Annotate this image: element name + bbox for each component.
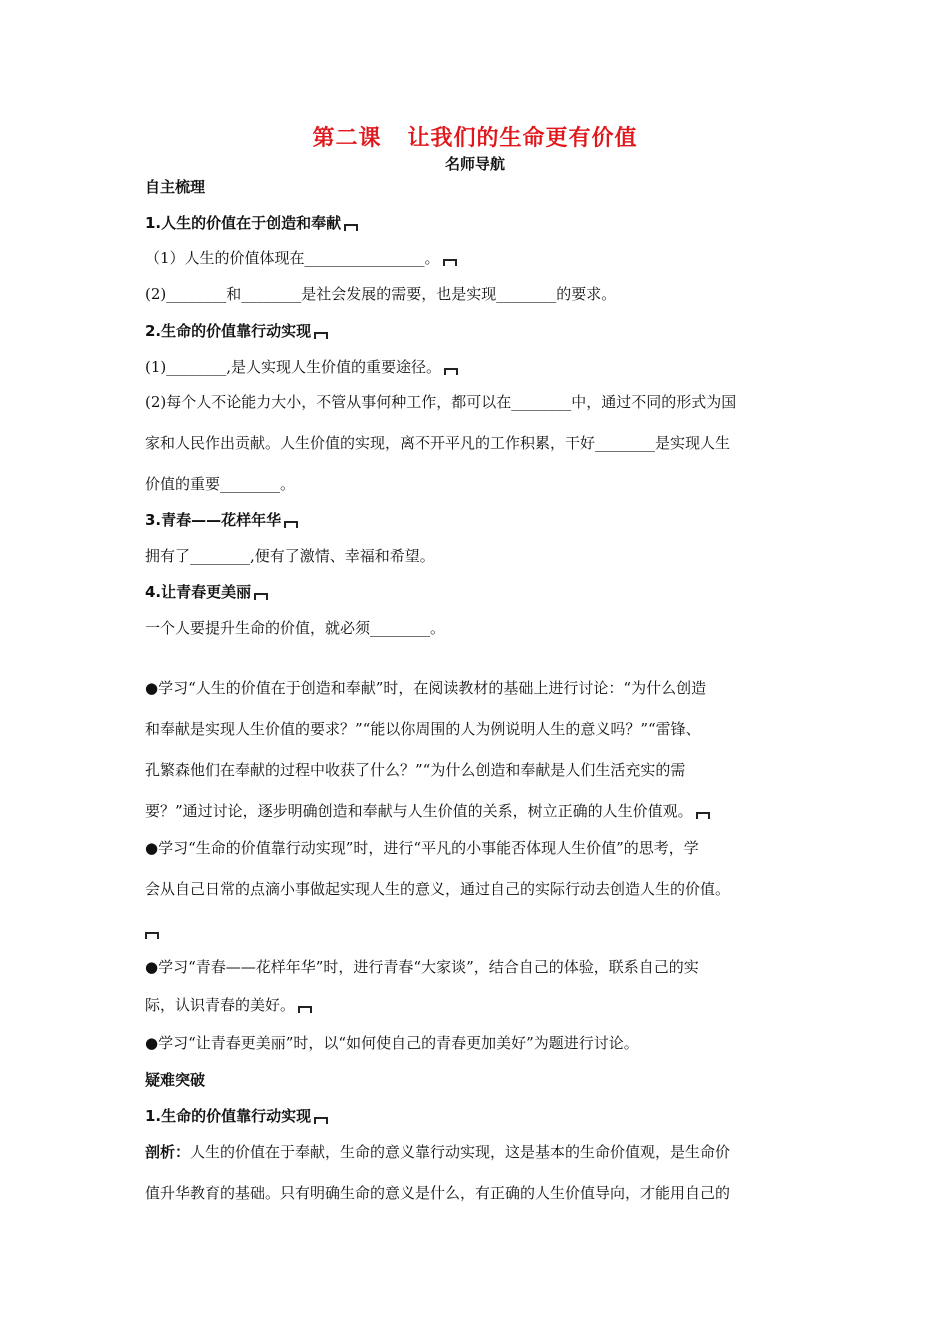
item-line: 拥有了________,便有了激情、幸福和希望。 [145,547,435,565]
item-line: 家和人民作出贡献。人生价值的实现，离不开平凡的工作积累，干好________是实现人生 [145,434,731,452]
item-line: (1)________,是人实现人生价值的重要途径。 [145,356,810,378]
guidance-line: 孔繁森他们在奉献的过程中收获了什么？”“为什么创造和奉献是人们生活充实的需 [145,761,686,779]
item-heading-4: 4.让青春更美丽 [145,581,810,603]
guidance-line: ●学习“人生的价值在于创造和奉献”时，在阅读教材的基础上进行讨论：“为什么创造 [145,679,707,697]
analysis-line: 剖析：人生的价值在于奉献，生命的意义靠行动实现，这是基本的生命价值观，是生命价 [145,1143,731,1161]
page-subtitle: 名师导航 [444,155,505,173]
guidance-line: ●学习“青春——花样年华”时，进行青春“大家谈”，结合自己的体验，联系自己的实 [145,958,699,976]
analysis-line: 值升华教育的基础。只有明确生命的意义是什么，有正确的人生价值导向，才能用自己的 [145,1184,731,1202]
item-line: 价值的重要________。 [145,475,296,493]
return-mark-icon [254,593,268,600]
item-heading-1: 1.人生的价值在于创造和奉献 [145,212,810,234]
guidance-line: ●学习“生命的价值靠行动实现”时，进行“平凡的小事能否体现人生价值”的思考，学 [145,839,699,857]
return-mark-icon [298,1006,312,1013]
return-mark-icon [444,368,458,375]
guidance-line: 和奉献是实现人生价值的要求？”“能以你周围的人为例说明人生的意义吗？”“雷锋、 [145,720,701,738]
guidance-line: 际，认识青春的美好。 [145,994,810,1016]
item-heading-3: 3.青春——花样年华 [145,509,810,531]
item-line: （1）人生的价值体现在________________。 [145,247,810,269]
return-mark-icon [344,224,358,231]
return-mark-icon [314,1117,328,1124]
page-title: 第二课 让我们的生命更有价值 [312,126,638,151]
section-heading-difficulty: 疑难突破 [145,1071,206,1089]
return-mark-icon [284,521,298,528]
item-line: (2)________和________是社会发展的需要，也是实现________的要求。 [145,285,617,303]
return-mark-icon [314,332,328,339]
item-heading-2: 2.生命的价值靠行动实现 [145,320,810,342]
return-mark-icon [443,259,457,266]
guidance-line: ●学习“让青春更美丽”时，以“如何使自己的青春更加美好”为题进行讨论。 [145,1034,639,1052]
item-line: 一个人要提升生命的价值，就必须________。 [145,619,446,637]
breakthrough-heading: 1.生命的价值靠行动实现 [145,1105,810,1127]
guidance-line: 会从自己日常的点滴小事做起实现人生的意义，通过自己的实际行动去创造人生的价值。 [145,880,731,898]
return-mark-icon [145,932,159,939]
section-heading-self-study: 自主梳理 [145,178,206,196]
guidance-line: 要？”通过讨论，逐步明确创造和奉献与人生价值的关系，树立正确的人生价值观。 [145,800,810,822]
analysis-label: 剖析： [145,1143,191,1161]
return-mark-icon [696,812,710,819]
item-line: (2)每个人不论能力大小，不管从事何种工作，都可以在________中，通过不同的形式为国 [145,393,737,411]
